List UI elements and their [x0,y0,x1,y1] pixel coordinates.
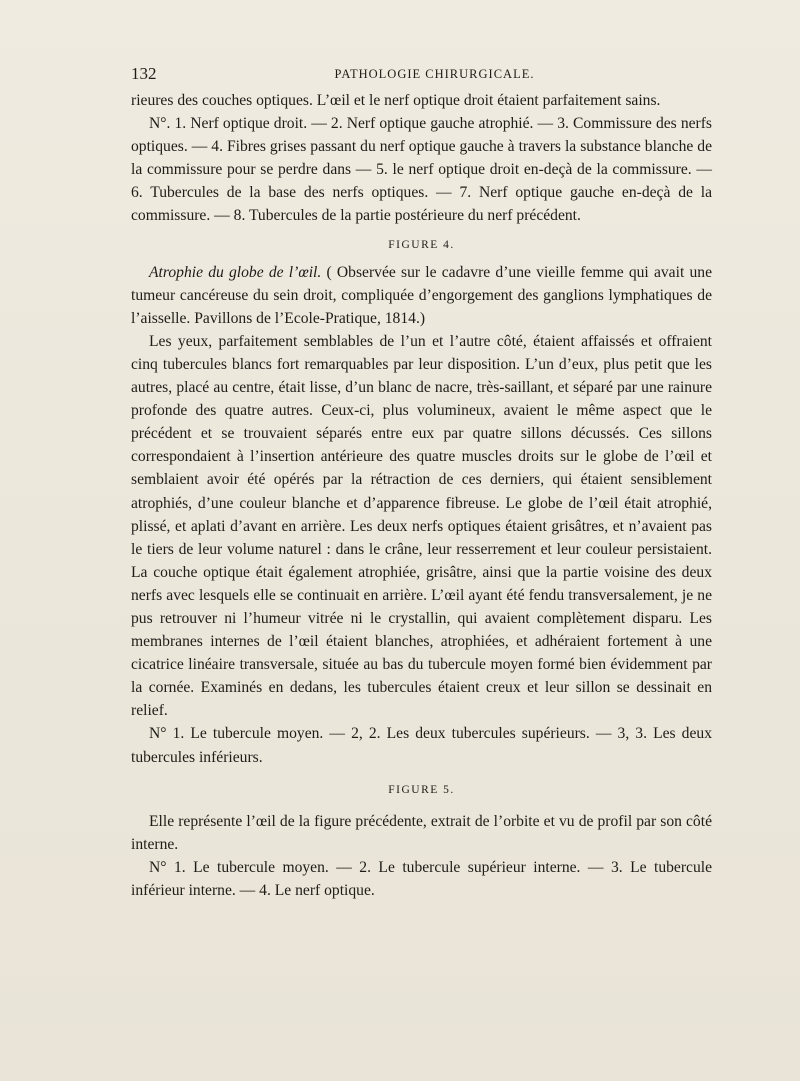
page-number: 132 [131,64,157,83]
figure5-heading: FIGURE 5. [388,783,455,796]
figure4-description: Les yeux, parfaitement semblables de l’un et l’autre côté, étaient affaissés et offraient cinq tubercules blancs fort remarquables par leur disposition. L’un d’eux, plus petit que les autres, placé au centre, était lisse, d’un blanc de nacre, très-saillant, et séparé par une rainure profonde des quatre autres. Ceux-ci, plus volumineux, avaient le même aspect que le précédent et se trouvaient séparés entre eux par quatre sillons décussés. Ces sillons correspondaient à l’insertion antérieure des quatre muscles droits sur le globe de l’œil et semblaient avoir été opérés par la rétraction de ces derniers, qui étaient sensiblement atrophiés, d’une couleur blanche et d’apparence fibreuse. Le globe de l’œil était atrophié, plissé, et aplati d’avant en arrière. Les deux nerfs optiques étaient grisâtres, et n’avaient pas le tiers de leur volume naturel : dans le crâne, leur resserrement et leur couleur persistaient. La couche optique était également atrophiée, grisâtre, ainsi que la partie voisine des deux nerfs avec lesquels elle se continuait en arrière. L’œil ayant été fendu transversalement, je ne pus retrouver ni l’humeur vitrée ni le crystallin, qui avaient complètement disparu. Les membranes internes de l’œil étaient blanches, atrophiées, et adhéraient fortement à une cicatrice linéaire transversale, située au bas du tubercule moyen formé bien évidemment par la cornée. Examinés en dedans, les tubercules étaient creux et leur sillon se dessinait en relief. [131,332,712,720]
figure4-legend: N° 1. Le tubercule moyen. — 2, 2. Les deux tubercules supérieurs. — 3, 3. Les deux tubercules inférieurs. [131,725,712,766]
figure4-title: Atrophie du globe de l’œil. [149,263,322,281]
continuation-paragraph: rieures des couches optiques. L’œil et le nerf optique droit étaient parfaitement sains. [131,92,661,109]
figure4-heading: FIGURE 4. [388,238,455,251]
figure4-title-paragraph [131,261,712,330]
figure5-description: Elle représente l’œil de la figure précédente, extrait de l’orbite et vu de profil par son côté interne. [131,812,712,853]
body-text [131,89,712,902]
running-head: PATHOLOGIE CHIRURGICALE. [334,67,535,81]
figure5-legend: N° 1. Le tubercule moyen. — 2. Le tubercule supérieur interne. — 3. Le tubercule inférieur interne. — 4. Le nerf optique. [131,858,712,899]
figure3-legend: N°. 1. Nerf optique droit. — 2. Nerf optique gauche atrophié. — 3. Commissure des nerfs optiques. — 4. Fibres grises passant du nerf optique gauche à travers la substance blanche de la commissure pour se perdre dans — 5. le nerf optique droit en-deçà de la commissure. — 6. Tubercules de la base des nerfs optiques. — 7. Nerf optique gauche en-deçà de la commissure. — 8. Tubercules de la partie postérieure du nerf précédent. [131,115,712,225]
page-header [131,64,712,84]
figure4-observation: ( Observée sur le cadavre d’une vieille femme qui avait une tumeur cancéreuse du sein droit, compliquée d’engorgement des ganglions lymphatiques de l’aisselle. Pavillons de l’Ecole-Pratique, 1814.) [131,263,712,327]
